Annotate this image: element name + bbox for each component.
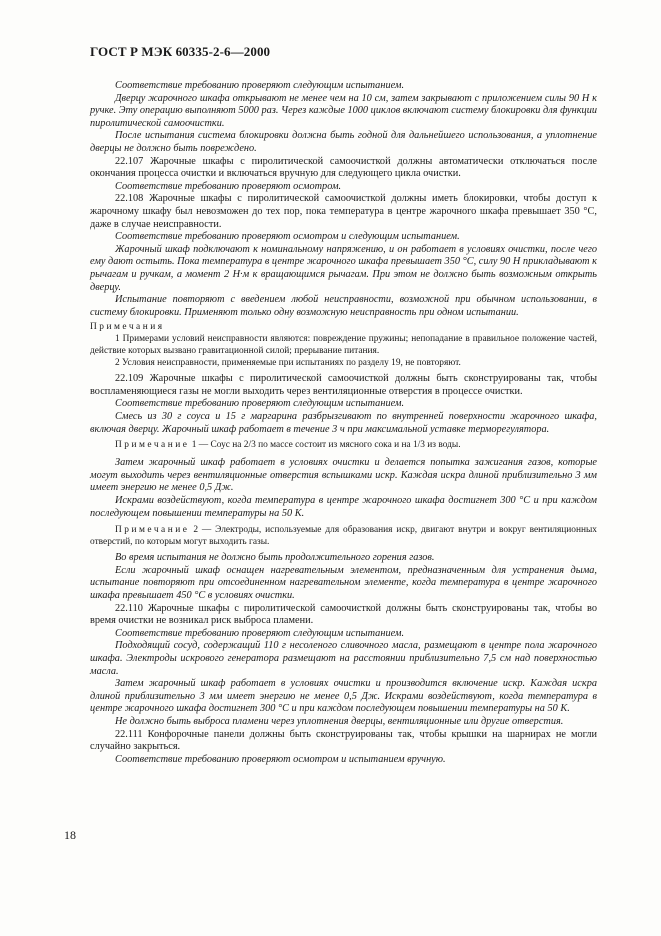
note-label: Примечание	[115, 525, 190, 536]
paragraph-group-3	[90, 457, 597, 520]
paragraph: 22.109 Жарочные шкафы с пиролитической самоочисткой должны быть сконструированы так, чтобы воспламеняющиеся газы не могли выходить через вентиляционные отверстия в процессе очистки.	[90, 373, 597, 397]
paragraph: Соответствие требованию проверяют осмотром и испытанием вручную.	[115, 753, 446, 765]
document-body	[90, 80, 597, 766]
paragraph: Дверцу жарочного шкафа открывают не менее чем на 10 см, затем закрывают с приложением силы 90 Н к ручке. Эту операцию выполняют 5000 раз. Через каждые 1000 циклов включают систему блокировки для функции пиролитической самоочистки.	[90, 92, 597, 129]
paragraph: 22.107 Жарочные шкафы с пиролитической самоочисткой должны автоматически отключаться после окончания процесса очистки и включаться вручную для следующего цикла очистки.	[90, 155, 597, 180]
note-label: Примечание	[115, 440, 190, 451]
paragraph: Не должно быть выброса пламени через уплотнения дверцы, вентиляционные или другие отверстия.	[115, 715, 564, 727]
paragraph: 22.110 Жарочные шкафы с пиролитической самоочисткой должны быть сконструированы так, чтобы во время очистки не возникал риск выброса пламени.	[90, 602, 597, 627]
paragraph: Соответствие требованию проверяют следующим испытанием.	[115, 627, 405, 639]
paragraph: Затем жарочный шкаф работает в условиях очистки и производится включение искр. Каждая искра длиной приблизительно 3 мм имеет энергию не менее 0,5 Дж. Искрами воздействуют, когда температура в центре жарочного шкафа достигнет 300 °С и при каждом последующем повышении температуры на 50 К.	[90, 678, 597, 715]
notes-heading: Примечания	[90, 322, 165, 333]
page-number: 18	[64, 828, 76, 842]
paragraph: Испытание повторяют с введением любой неисправности, возможной при обычном использовании, в систему блокировки. Применяют только одну возможную неисправность при одном испытании.	[90, 294, 597, 318]
note-text: 1 — Соус на 2/3 по массе состоит из мясного сока и на 1/3 из воды.	[191, 440, 461, 451]
paragraph: Жарочный шкаф подключают к номинальному напряжению, и он работает в условиях очистки, после чего ему дают остыть. Пока температура в центре жарочного шкафа превышает 350 °С, силу 90 Н прикладывают к рычагам и ручкам, а момент 2 Н·м к вращающимся рычагам. При этом не должно быть возможным открыть дверцу.	[90, 243, 597, 293]
note-item: 2 Условия неисправности, применяемые при испытаниях по разделу 19, не повторяют.	[115, 358, 461, 369]
paragraph: Подходящий сосуд, содержащий 110 г несоленого сливочного масла, размещают в центре пола жарочного шкафа. Электроды искрового генератора размещают на расстоянии приблизительно 7,5 см над поверхностью масла.	[90, 640, 597, 677]
paragraph: Соответствие требованию проверяют осмотром и следующим испытанием.	[115, 231, 460, 243]
note-text: 2 — Электроды, используемые для образования искр, двигают внутри и вокруг вентиляционных отверстий, по которым могут выходить газы.	[90, 525, 597, 548]
paragraph: Если жарочный шкаф оснащен нагревательным элементом, предназначенным для устранения дыма, испытание повторяют при отсоединенном нагревательном элементе, когда температура в центре жарочного шкафа превышает 450 °С в условиях очистки.	[90, 564, 597, 601]
note-item: 1 Примерами условий неисправности являются: повреждение пружины; непопадание в правильное положение частей, действие которых вызвано гравитационной силой; прерывание питания.	[90, 334, 597, 357]
paragraph: 22.111 Конфорочные панели должны быть сконструированы так, чтобы крышки на шарнирах не могли случайно закрыться.	[90, 728, 597, 753]
paragraph-group-1	[90, 80, 597, 319]
paragraph: Смесь из 30 г соуса и 15 г маргарина разбрызгивают по внутренней поверхности жарочного шкафа, включая дверцу. Жарочный шкаф работает в течение 3 ч при максимальной уставке терморегулятора.	[90, 411, 597, 435]
paragraph-group-4	[90, 552, 597, 766]
paragraph: Соответствие требованию проверяют осмотром.	[115, 180, 342, 192]
paragraph: 22.108 Жарочные шкафы с пиролитической самоочисткой должны иметь блокировки, чтобы доступ к жарочному шкафу был невозможен до тех пор, пока температура в центре жарочного шкафа превышает 350 °С, даже в случае неисправности.	[90, 193, 597, 230]
document-header: ГОСТ Р МЭК 60335-2-6—2000	[90, 44, 271, 59]
paragraph: Искрами воздействуют, когда температура в центре жарочного шкафа достигнет 300 °С и при каждом последующем повышении температуры на 50 К.	[90, 495, 597, 519]
paragraph: Соответствие требованию проверяют следующим испытанием.	[115, 398, 405, 410]
paragraph: Затем жарочный шкаф работает в условиях очистки и делается попытка зажигания газов, которые могут выходить через вентиляционные отверстия вспышками искр. Каждая искра длиной приблизительно 3 мм имеет энергию не менее 0,5 Дж.	[90, 457, 597, 494]
paragraph-group-2	[90, 373, 597, 436]
paragraph: После испытания система блокировки должна быть годной для дальнейшего использования, а уплотнение дверцы не должно быть повреждено.	[90, 130, 597, 154]
paragraph: Во время испытания не должно быть продолжительного горения газов.	[115, 552, 435, 564]
paragraph: Соответствие требованию проверяют следующим испытанием.	[115, 80, 405, 91]
notes-block	[90, 321, 597, 369]
note-electrodes	[90, 524, 597, 548]
note-sauce	[90, 439, 597, 451]
